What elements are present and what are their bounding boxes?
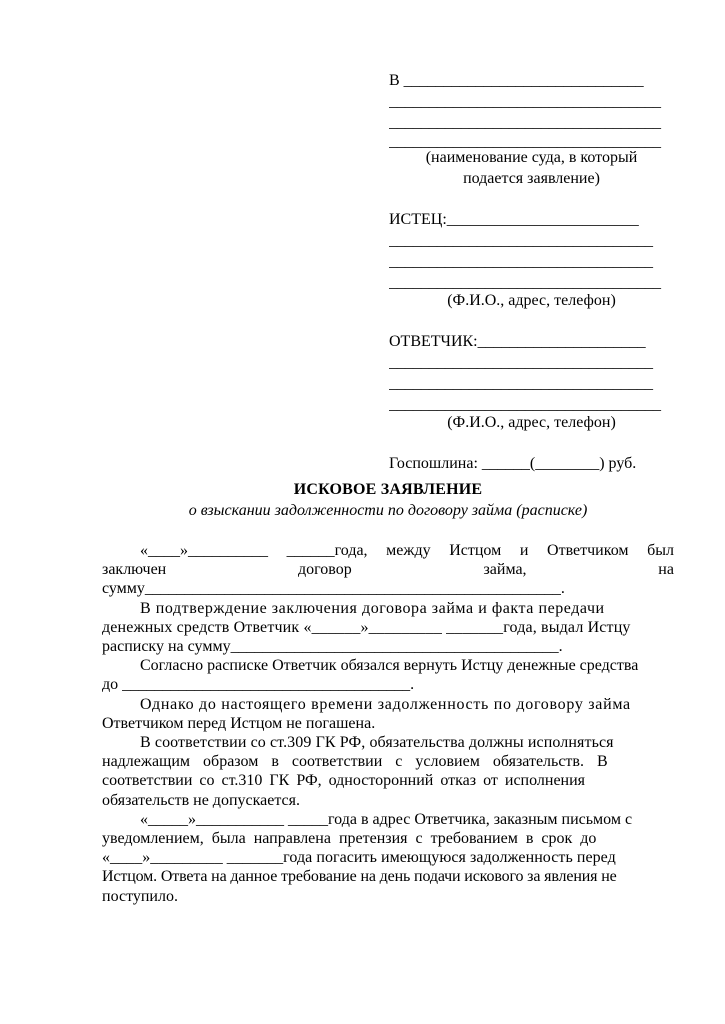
word: заключен <box>102 561 167 579</box>
plaintiff-line: __________________________________ <box>389 274 661 291</box>
claim-body <box>102 541 674 906</box>
defendant-caption: (Ф.И.О., адрес, телефон) <box>447 414 616 431</box>
paragraph-line: Согласно расписке Ответчик обязался вернуть Истцу денежные средства <box>140 657 639 675</box>
defendant-line: _________________________________ <box>389 375 653 392</box>
plaintiff-line: _________________________________ <box>389 232 653 249</box>
court-line: __________________________________ <box>389 114 661 131</box>
paragraph-line: уведомлением, была направлена претензия с требованием в срок до <box>102 830 597 848</box>
plaintiff-line: _________________________________ <box>389 253 653 270</box>
paragraph-line: В соответствии со ст.309 ГК РФ, обязательства должны исполняться <box>140 734 614 752</box>
paragraph-line: расписку на сумму_________________________________________. <box>102 638 563 656</box>
defendant-line: __________________________________ <box>389 396 661 413</box>
court-line: В ______________________________ <box>389 72 644 89</box>
paragraph-line: соответствии со ст.310 ГК РФ, односторонний отказ от исполнения <box>102 772 586 790</box>
paragraph-loan-agreement <box>102 541 674 560</box>
paragraph-line: В подтверждение заключения договора займа и факта передачи <box>140 599 605 617</box>
defendant-line: ОТВЕТЧИК:_____________________ <box>389 333 646 350</box>
plaintiff-line: ИСТЕЦ:________________________ <box>389 211 639 228</box>
spacer <box>389 189 674 209</box>
paragraph-line: обязательств не допускается. <box>102 791 300 809</box>
word: договор <box>297 561 352 579</box>
spacer <box>389 311 674 331</box>
state-fee-line: Госпошлина: ______(________) руб. <box>389 455 637 472</box>
court-line: __________________________________ <box>389 93 661 110</box>
court-caption: (наименование суда, в который <box>425 149 638 166</box>
paragraph-line: Однако до настоящего времени задолженность по договору займа <box>140 695 631 713</box>
court-caption: подается заявление) <box>463 170 600 187</box>
paragraph-line: «_____»___________ _____года в адрес Ответчика, заказным письмом с <box>140 810 633 828</box>
document-subtitle: о взыскании задолженности по договору займа (расписке) <box>188 502 588 519</box>
word: займа, <box>483 561 527 579</box>
title-block <box>100 479 676 521</box>
paragraph-line: до ____________________________________. <box>102 676 415 694</box>
court-line: __________________________________ <box>389 133 661 150</box>
spacer <box>389 433 674 453</box>
defendant-line: _________________________________ <box>389 354 653 371</box>
paragraph-line: денежных средств Ответчик «______»_________ _______года, выдал Истцу <box>102 618 631 636</box>
paragraph-line: «____»__________ ______года, между Истцом и Ответчиком был <box>140 542 674 559</box>
paragraph-line: надлежащим образом в соответствии с условием обязательств. В <box>102 753 608 771</box>
paragraph-line: Ответчиком перед Истцом не погашена. <box>102 714 376 732</box>
plaintiff-caption: (Ф.И.О., адрес, телефон) <box>447 292 616 309</box>
document-title: ИСКОВОЕ ЗАЯВЛЕНИЕ <box>293 481 483 498</box>
header-block <box>389 70 674 474</box>
word: на <box>658 561 674 579</box>
paragraph-line-justified <box>102 560 674 579</box>
paragraph-line: «____»_________ _______года погасить имеющуюся задолженность перед <box>102 849 616 867</box>
paragraph-line: поступило. <box>102 887 178 905</box>
paragraph-line: Истцом. Ответа на данное требование на день подачи искового за явления не <box>102 868 617 886</box>
paragraph-line: сумму____________________________________________________. <box>102 580 565 598</box>
